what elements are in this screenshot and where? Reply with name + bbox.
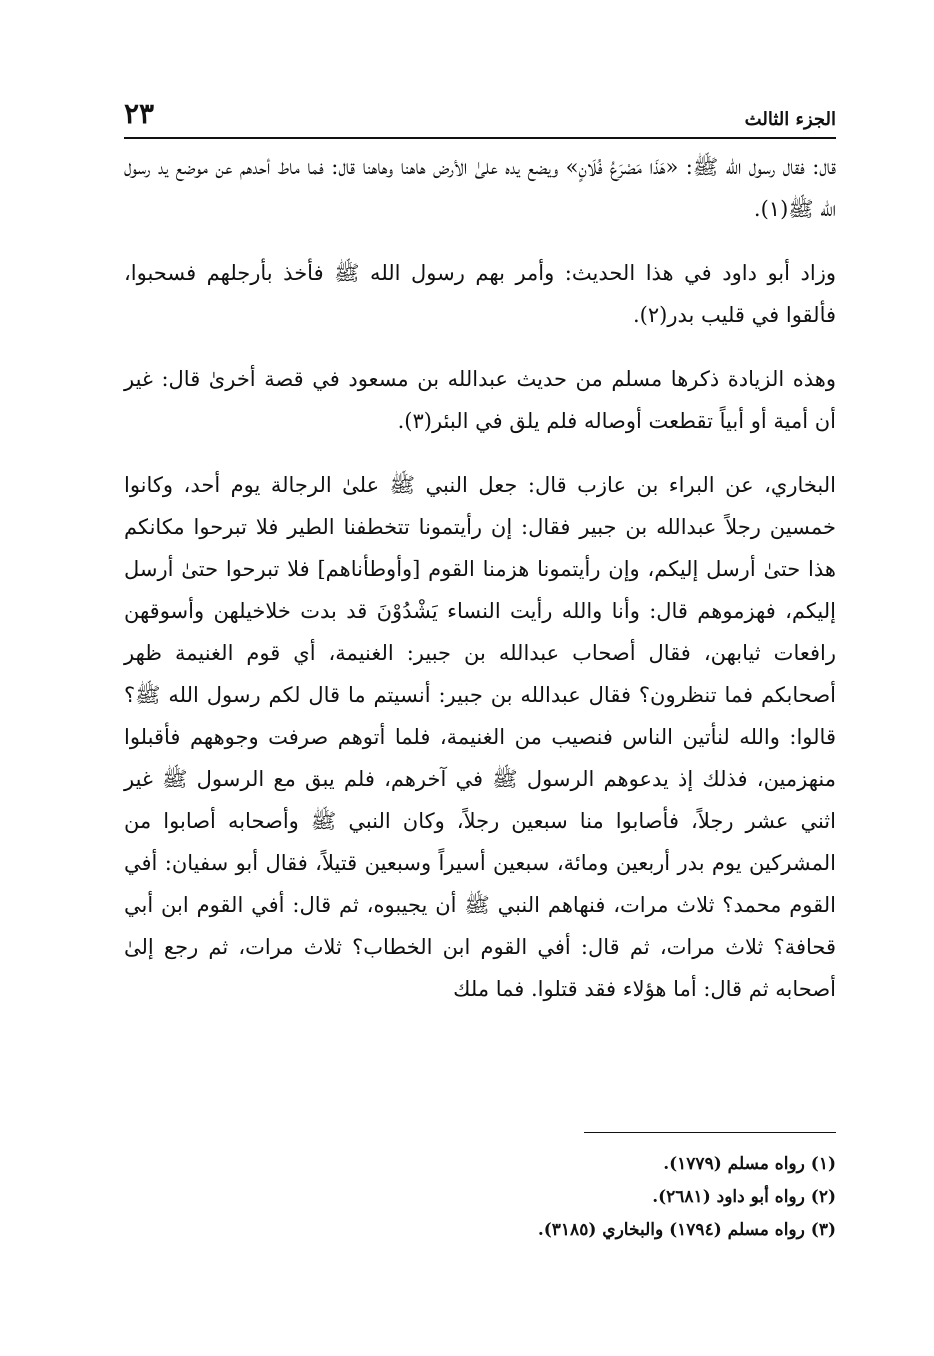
footnotes: [124, 1148, 836, 1247]
paragraph: وهذه الزيادة ذكرها مسلم من حديث عبدالله بن مسعود في قصة أخرىٰ قال: غير أن أمية أو أبياً تقطعت أوصاله فلم يلق في البئر(٣).: [124, 367, 836, 433]
footnote: (٢) رواه أبو داود (٢٦٨١).: [652, 1187, 836, 1207]
paragraph: البخاري، عن البراء بن عازب قال: جعل النبي ﷺ علىٰ الرجالة يوم أحد، وكانوا خمسين رجلاً عبدالله بن جبير فقال: إن رأيتمونا تتخطفنا الطير فلا تبرحوا مكانكم هذا حتىٰ أرسل إليكم، وإن رأيتمونا هزمنا القوم [وأوطأناهم] فلا تبرحوا حتىٰ أرسل إليكم، فهزموهم قال: وأنا والله رأيت النساء يَشْدُوْنَ قد بدت خلاخيلهن وأسوقهن رافعات ثيابهن، فقال أصحاب عبدالله بن جبير: الغنيمة، أي قوم الغنيمة ظهر أصحابكم فما تنظرون؟ فقال عبدالله بن جبير: أنسيتم ما قال لكم رسول الله ﷺ؟ قالوا: والله لنأتين الناس فنصيب من الغنيمة، فلما أتوهم صرفت وجوههم فأقبلوا منهزمين، فذلك إذ يدعوهم الرسول ﷺ في آخرهم، فلم يبق مع الرسول ﷺ غير اثني عشر رجلاً، فأصابوا منا سبعين رجلاً، وكان النبي ﷺ وأصحابه أصابوا من المشركين يوم بدر أربعين ومائة، سبعين أسيراً وسبعين قتيلاً، فقال أبو سفيان: أفي القوم محمد؟ ثلاث مرات، فنهاهم النبي ﷺ أن يجيبوه، ثم قال: أفي القوم ابن أبي قحافة؟ ثلاث مرات، ثم قال: أفي القوم ابن الخطاب؟ ثلاث مرات، ثم رجع إلىٰ أصحابه ثم قال: أما هؤلاء فقد قتلوا. فما ملك: [124, 473, 836, 1001]
footnote: (١) رواه مسلم (١٧٧٩).: [663, 1154, 836, 1174]
page-header: [124, 86, 836, 130]
header-divider: [124, 137, 836, 139]
page-number: ٢٣: [124, 97, 155, 130]
footnote: (٣) رواه مسلم (١٧٩٤) والبخاري (٣١٨٥).: [537, 1220, 836, 1240]
main-text: [124, 146, 836, 1032]
paragraph: قال: فقال رسول الله ﷺ: «هَذَا مَصْرَعُ فُلَانٍ» ويضع يده علىٰ الأرض هاهنا وهاهنا قال: فما ماط أحدهم عن موضع يد رسول الله ﷺ(١).: [124, 155, 836, 221]
running-title: الجزء الثالث: [744, 109, 836, 130]
footnote-divider: [584, 1132, 836, 1133]
paragraph: وزاد أبو داود في هذا الحديث: وأمر بهم رسول الله ﷺ فأخذ بأرجلهم فسحبوا، فألقوا في قليب بدر(٢).: [124, 261, 836, 327]
